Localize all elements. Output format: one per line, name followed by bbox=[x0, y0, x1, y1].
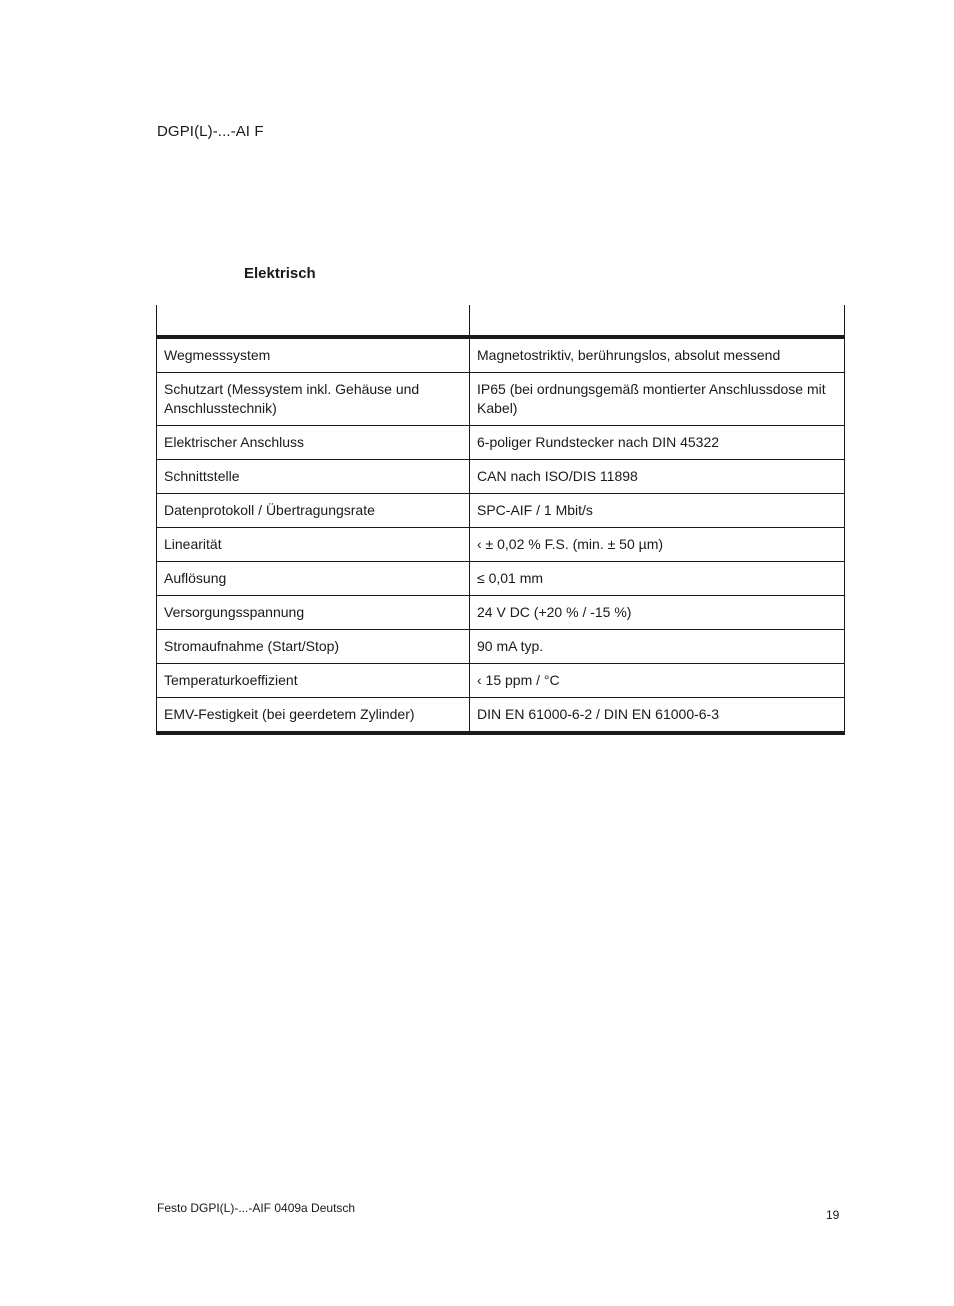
row-value: DIN EN 61000-6-2 / DIN EN 61000-6-3 bbox=[470, 698, 845, 734]
table-header-row bbox=[157, 305, 845, 337]
row-value: 6-poliger Rundstecker nach DIN 45322 bbox=[470, 426, 845, 460]
row-label: Wegmesssystem bbox=[157, 337, 470, 373]
table-row bbox=[157, 664, 845, 698]
document-title: DGPI(L)-...-AI F bbox=[157, 123, 264, 140]
table-row bbox=[157, 494, 845, 528]
table-row bbox=[157, 426, 845, 460]
row-value: CAN nach ISO/DIS 11898 bbox=[470, 460, 845, 494]
row-value: SPC-AIF / 1 Mbit/s bbox=[470, 494, 845, 528]
table-row bbox=[157, 373, 845, 426]
row-label: Auflösung bbox=[157, 562, 470, 596]
row-value: 24 V DC (+20 % / -15 %) bbox=[470, 596, 845, 630]
row-value: ‹ ± 0,02 % F.S. (min. ± 50 µm) bbox=[470, 528, 845, 562]
table-row bbox=[157, 562, 845, 596]
table-row bbox=[157, 460, 845, 494]
page-number: 19 bbox=[826, 1208, 840, 1222]
table-row bbox=[157, 596, 845, 630]
table-header-cell-label bbox=[157, 305, 470, 337]
row-label: Schutzart (Messystem inkl. Gehäuse und Anschlusstechnik) bbox=[157, 373, 470, 426]
row-label: Schnittstelle bbox=[157, 460, 470, 494]
row-label: Temperaturkoeffizient bbox=[157, 664, 470, 698]
row-value: ‹ 15 ppm / °C bbox=[470, 664, 845, 698]
table-header-cell-value bbox=[470, 305, 845, 337]
row-label: Datenprotokoll / Übertragungsrate bbox=[157, 494, 470, 528]
section-heading: Elektrisch bbox=[244, 265, 316, 282]
table-row bbox=[157, 337, 845, 373]
row-value: ≤ 0,01 mm bbox=[470, 562, 845, 596]
row-value: IP65 (bei ordnungsgemäß montierter Anschlussdose mit Kabel) bbox=[470, 373, 845, 426]
row-value: Magnetostriktiv, berührungslos, absolut messend bbox=[470, 337, 845, 373]
specification-table bbox=[156, 305, 845, 735]
row-label: Linearität bbox=[157, 528, 470, 562]
row-label: Versorgungsspannung bbox=[157, 596, 470, 630]
table-row bbox=[157, 698, 845, 734]
row-label: Stromaufnahme (Start/Stop) bbox=[157, 630, 470, 664]
footer-document-reference: Festo DGPI(L)-...-AIF 0409a Deutsch bbox=[157, 1201, 356, 1215]
row-value: 90 mA typ. bbox=[470, 630, 845, 664]
table-row bbox=[157, 528, 845, 562]
row-label: EMV-Festigkeit (bei geerdetem Zylinder) bbox=[157, 698, 470, 734]
row-label: Elektrischer Anschluss bbox=[157, 426, 470, 460]
table-row bbox=[157, 630, 845, 664]
